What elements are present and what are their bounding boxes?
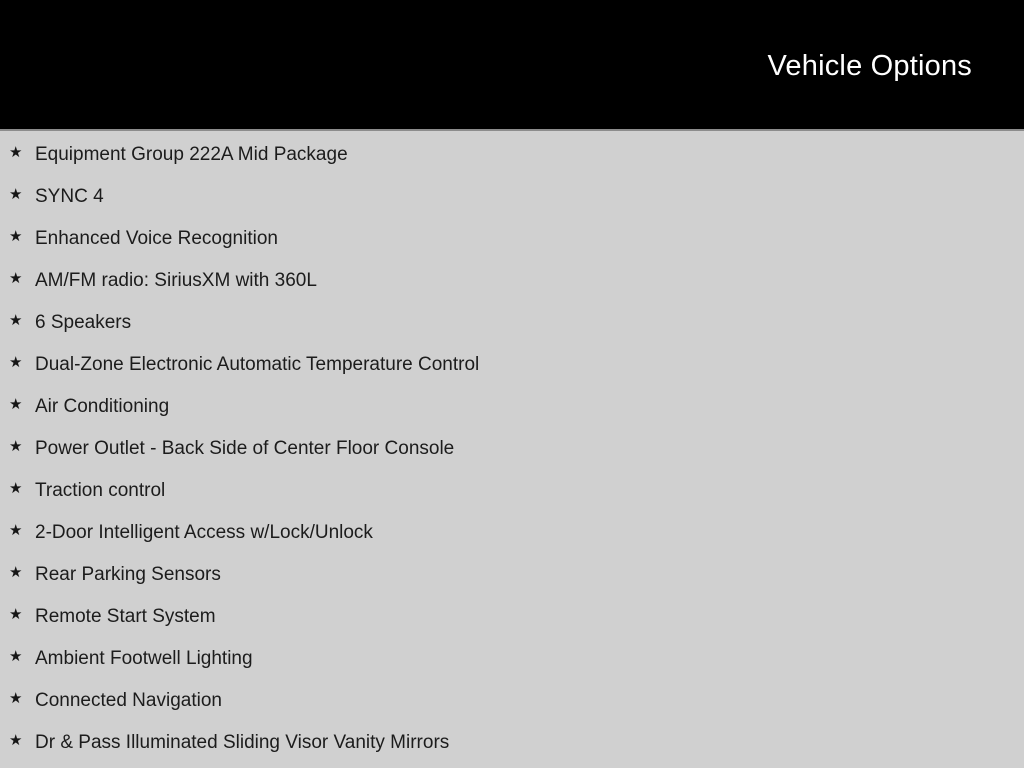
list-item (0, 180, 1024, 210)
list-item (0, 642, 1024, 672)
list-item (0, 516, 1024, 546)
star-icon: ★ (9, 186, 23, 203)
star-icon: ★ (9, 732, 23, 749)
star-icon: ★ (9, 438, 23, 455)
vehicle-options-list (0, 131, 1024, 768)
option-label: Power Outlet - Back Side of Center Floor Console (35, 438, 455, 459)
list-item (0, 726, 1024, 756)
option-label: Dr & Pass Illuminated Sliding Visor Vanity Mirrors (35, 732, 450, 753)
option-label: Traction control (35, 480, 166, 501)
star-icon: ★ (9, 228, 23, 245)
star-icon: ★ (9, 354, 23, 371)
option-label: Equipment Group 222A Mid Package (35, 144, 348, 165)
option-label: Dual-Zone Electronic Automatic Temperature Control (35, 354, 480, 375)
option-label: Connected Navigation (35, 690, 222, 711)
header-bar (0, 0, 1024, 131)
list-item (0, 348, 1024, 378)
star-icon: ★ (9, 312, 23, 329)
list-item (0, 222, 1024, 252)
option-label: Rear Parking Sensors (35, 564, 221, 585)
list-item (0, 264, 1024, 294)
option-label: 2-Door Intelligent Access w/Lock/Unlock (35, 522, 373, 543)
list-item (0, 138, 1024, 168)
star-icon: ★ (9, 648, 23, 665)
page-title: Vehicle Options (767, 50, 972, 82)
star-icon: ★ (9, 522, 23, 539)
star-icon: ★ (9, 396, 23, 413)
list-item (0, 684, 1024, 714)
star-icon: ★ (9, 270, 23, 287)
option-label: AM/FM radio: SiriusXM with 360L (35, 270, 317, 291)
star-icon: ★ (9, 480, 23, 497)
star-icon: ★ (9, 144, 23, 161)
option-label: SYNC 4 (35, 186, 104, 207)
option-label: Ambient Footwell Lighting (35, 648, 253, 669)
list-item (0, 390, 1024, 420)
list-item (0, 558, 1024, 588)
star-icon: ★ (9, 690, 23, 707)
option-label: 6 Speakers (35, 312, 132, 333)
list-item (0, 306, 1024, 336)
option-label: Remote Start System (35, 606, 216, 627)
star-icon: ★ (9, 564, 23, 581)
list-item (0, 432, 1024, 462)
option-label: Air Conditioning (35, 396, 170, 417)
star-icon: ★ (9, 606, 23, 623)
list-item (0, 474, 1024, 504)
option-label: Enhanced Voice Recognition (35, 228, 278, 249)
list-item (0, 600, 1024, 630)
